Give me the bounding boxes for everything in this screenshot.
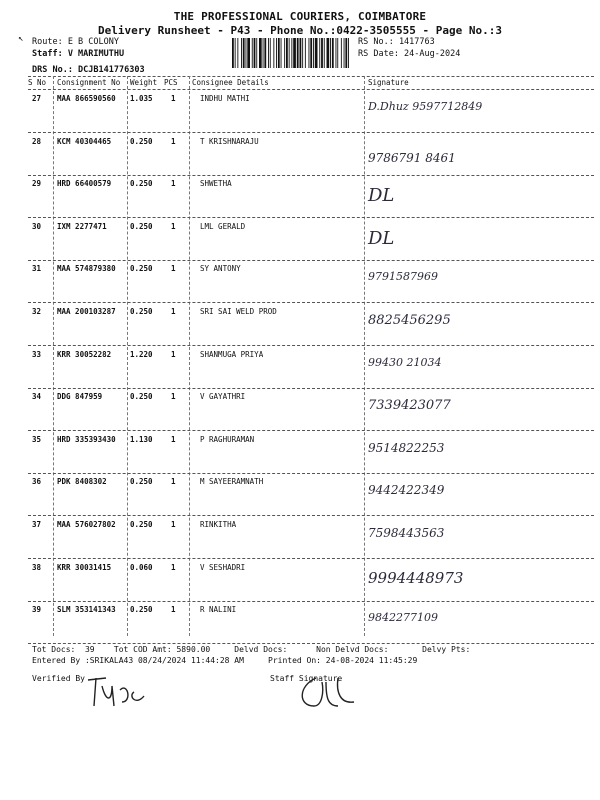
table-row — [28, 601, 594, 643]
col-head-consignment: Consignment No — [57, 78, 121, 87]
handwritten-signature: 9842277109 — [368, 611, 438, 625]
table-row — [28, 559, 594, 601]
barcode-bar — [324, 38, 325, 68]
barcode-bar — [281, 38, 282, 68]
weight-value: 1.130 — [130, 434, 153, 444]
company-title: THE PROFESSIONAL COURIERS, COIMBATORE — [173, 10, 427, 23]
barcode-bar — [270, 38, 271, 68]
barcode-bar — [293, 38, 296, 68]
weight-value: 0.250 — [130, 520, 153, 529]
barcode-bar — [232, 38, 234, 68]
weight-value: 0.250 — [130, 605, 153, 615]
barcode-bar — [305, 38, 306, 68]
barcode-bar — [246, 38, 247, 68]
table-row — [28, 175, 594, 217]
summary-footer — [32, 644, 470, 666]
weight-value: 1.035 — [130, 94, 153, 103]
barcode-bar — [256, 38, 257, 68]
handwritten-signature: DL — [368, 227, 395, 249]
verified-by-label: Verified By — [32, 674, 85, 683]
barcode-bar — [254, 38, 256, 68]
weight-value: 0.250 — [130, 179, 153, 189]
barcode-bar — [337, 38, 338, 68]
rs-date: RS Date: 24-Aug-2024 — [358, 49, 461, 59]
barcode-bar — [263, 38, 264, 68]
consignee-name: INDHU MATHI — [200, 94, 250, 103]
serial-number: 27 — [32, 94, 42, 103]
header-right — [358, 36, 460, 60]
weight-value: 0.060 — [130, 562, 153, 572]
table-row — [28, 431, 594, 473]
pieces-count: 1 — [171, 605, 176, 615]
consignment-number: MAA 576027802 — [57, 520, 116, 529]
pieces-count: 1 — [171, 520, 176, 529]
serial-number: 37 — [32, 520, 42, 529]
consignee-name: T KRISHNARAJU — [200, 136, 259, 146]
barcode-bar — [241, 38, 242, 68]
handwritten-signature: 7598443563 — [368, 526, 445, 540]
table-row — [28, 260, 594, 302]
serial-number: 35 — [32, 434, 42, 444]
barcode-bar — [273, 38, 274, 68]
handwritten-signature: 9442422349 — [368, 483, 445, 498]
weight-value: 0.250 — [130, 392, 153, 402]
serial-number: 29 — [32, 179, 42, 189]
barcode-bar — [341, 38, 342, 68]
barcode-bar — [327, 38, 330, 68]
serial-number: 34 — [32, 392, 42, 402]
barcode-bar — [313, 38, 314, 68]
barcode-bar — [315, 38, 318, 68]
barcode-bar — [252, 38, 253, 68]
handwritten-signature: 8825456295 — [368, 313, 451, 328]
consignment-number: KRR 30052282 — [57, 349, 112, 359]
table-top-rule — [28, 76, 594, 77]
barcode-bar — [284, 38, 285, 68]
table-row — [28, 388, 594, 430]
barcode-bar — [259, 38, 262, 68]
weight-value: 0.250 — [130, 307, 153, 316]
consignment-number: KCM 40304465 — [57, 136, 112, 146]
weight-value: 0.250 — [130, 221, 153, 231]
serial-number: 36 — [32, 477, 42, 487]
barcode-bar — [278, 38, 280, 68]
pieces-count: 1 — [171, 392, 176, 402]
table-row — [28, 303, 594, 345]
barcode-bar — [297, 38, 299, 68]
barcode-bar — [300, 38, 302, 68]
col-head-consignee: Consignee Details — [192, 78, 269, 87]
consignment-number: KRR 30031415 — [57, 562, 112, 572]
barcode-bar — [309, 38, 310, 68]
col-head-pcs: PCS — [164, 78, 178, 87]
consignment-number: HRD 66400579 — [57, 179, 112, 189]
consignment-number: DDG 847959 — [57, 392, 103, 402]
consignee-name: SY ANTONY — [200, 264, 241, 274]
barcode-bar — [237, 38, 238, 68]
consignee-name: RINKITHA — [200, 520, 237, 529]
barcode-bar — [319, 38, 320, 68]
consignee-name: SHANMUGA PRIYA — [200, 349, 264, 359]
barcode-bar — [348, 38, 349, 68]
col-head-sno: S No — [28, 78, 47, 87]
staff-label: Staff: V MARIMUTHU — [32, 49, 125, 59]
consignee-name: P RAGHURAMAN — [200, 434, 255, 444]
barcode-bar — [336, 38, 337, 68]
consignee-name: V GAYATHRI — [200, 392, 246, 402]
barcode-bar — [302, 38, 303, 68]
runsheet-subtitle: Delivery Runsheet - P43 - Phone No.:0422-3505555 - Page No.:3 — [98, 24, 502, 37]
barcode-bar — [286, 38, 288, 68]
barcode-bar — [291, 38, 292, 68]
consignment-number: SLM 353141343 — [57, 605, 116, 615]
pieces-count: 1 — [171, 307, 176, 316]
pieces-count: 1 — [171, 94, 176, 103]
barcode-bar — [268, 38, 269, 68]
serial-number: 38 — [32, 562, 42, 572]
weight-value: 1.220 — [130, 349, 153, 359]
pieces-count: 1 — [171, 562, 176, 572]
consignee-name: V SESHADRI — [200, 562, 246, 572]
staff-signature-scribble — [292, 672, 362, 712]
consignment-number: MAA 200103287 — [57, 307, 116, 316]
consignee-name: LML GERALD — [200, 221, 246, 231]
serial-number: 30 — [32, 221, 42, 231]
route-label: Route: E B COLONY — [32, 37, 119, 47]
barcode-bar — [247, 38, 250, 68]
pieces-count: 1 — [171, 264, 176, 274]
table-row — [28, 133, 594, 175]
barcode-bar — [310, 38, 312, 68]
verifier-signature-scribble — [84, 672, 154, 712]
barcode-bar — [276, 38, 277, 68]
weight-value: 0.250 — [130, 264, 153, 274]
pieces-count: 1 — [171, 434, 176, 444]
weight-value: 0.250 — [130, 477, 153, 487]
consignment-number: HRD 335393430 — [57, 434, 116, 444]
pieces-count: 1 — [171, 136, 176, 146]
handwritten-signature: 9786791 8461 — [368, 150, 456, 165]
col-head-weight: Weight — [130, 78, 158, 87]
barcode-bar — [330, 38, 331, 68]
consignee-name: R NALINI — [200, 605, 237, 615]
pieces-count: 1 — [171, 179, 176, 189]
handwritten-signature: 9791587969 — [368, 270, 438, 284]
barcode-bar — [321, 38, 323, 68]
handwritten-signature: 9994448973 — [368, 568, 464, 587]
serial-number: 39 — [32, 605, 42, 615]
table-row — [28, 473, 594, 515]
table-row — [28, 90, 594, 132]
header-left — [32, 36, 145, 76]
serial-number: 28 — [32, 136, 42, 146]
barcode-bar — [235, 38, 236, 68]
serial-number: 31 — [32, 264, 42, 274]
staff-signature-label: Staff Signature — [270, 674, 343, 683]
barcode-bar — [332, 38, 334, 68]
col-head-signature: Signature — [368, 78, 409, 87]
handwritten-signature: DL — [368, 185, 395, 207]
table-row — [28, 516, 594, 558]
entered-line: Entered By :SRIKALA43 08/24/2024 11:44:28 AM Printed On: 24-08-2024 11:45:29 — [32, 656, 418, 665]
barcode-bar — [243, 38, 245, 68]
serial-number: 32 — [32, 307, 42, 316]
consignment-number: PDK 8408302 — [57, 477, 107, 487]
totals-line: Tot Docs: 39 Tot COD Amt: 5890.00 Delvd Docs: Non Delvd Docs: Delvy Pts: — [32, 645, 471, 654]
consignee-name: SHWETHA — [200, 179, 232, 189]
barcode-bar — [344, 38, 345, 68]
barcode-bar — [264, 38, 266, 68]
barcode — [232, 38, 350, 68]
pieces-count: 1 — [171, 477, 176, 487]
table-row — [28, 218, 594, 260]
pieces-count: 1 — [171, 221, 176, 231]
handwritten-signature: 9514822253 — [368, 440, 445, 455]
handwritten-signature: D.Dhuz 9597712849 — [368, 100, 483, 113]
consignee-name: M SAYEERAMNATH — [200, 477, 264, 487]
cursor-arrow-icon: ↖ — [18, 34, 24, 44]
consignment-number: MAA 866590560 — [57, 94, 116, 103]
rs-number: RS No.: 1417763 — [358, 37, 435, 47]
handwritten-signature: 7339423077 — [368, 398, 451, 414]
weight-value: 0.250 — [130, 136, 153, 146]
consignment-number: MAA 574879380 — [57, 264, 116, 274]
consignment-number: IXM 2277471 — [57, 221, 107, 231]
barcode-bar — [289, 38, 290, 68]
serial-number: 33 — [32, 349, 42, 359]
drs-number: DRS No.: DCJB141776303 — [32, 65, 145, 75]
table-row — [28, 346, 594, 388]
consignee-name: SRI SAI WELD PROD — [200, 307, 277, 316]
pieces-count: 1 — [171, 349, 176, 359]
handwritten-signature: 99430 21034 — [368, 355, 442, 369]
barcode-bar — [345, 38, 347, 68]
